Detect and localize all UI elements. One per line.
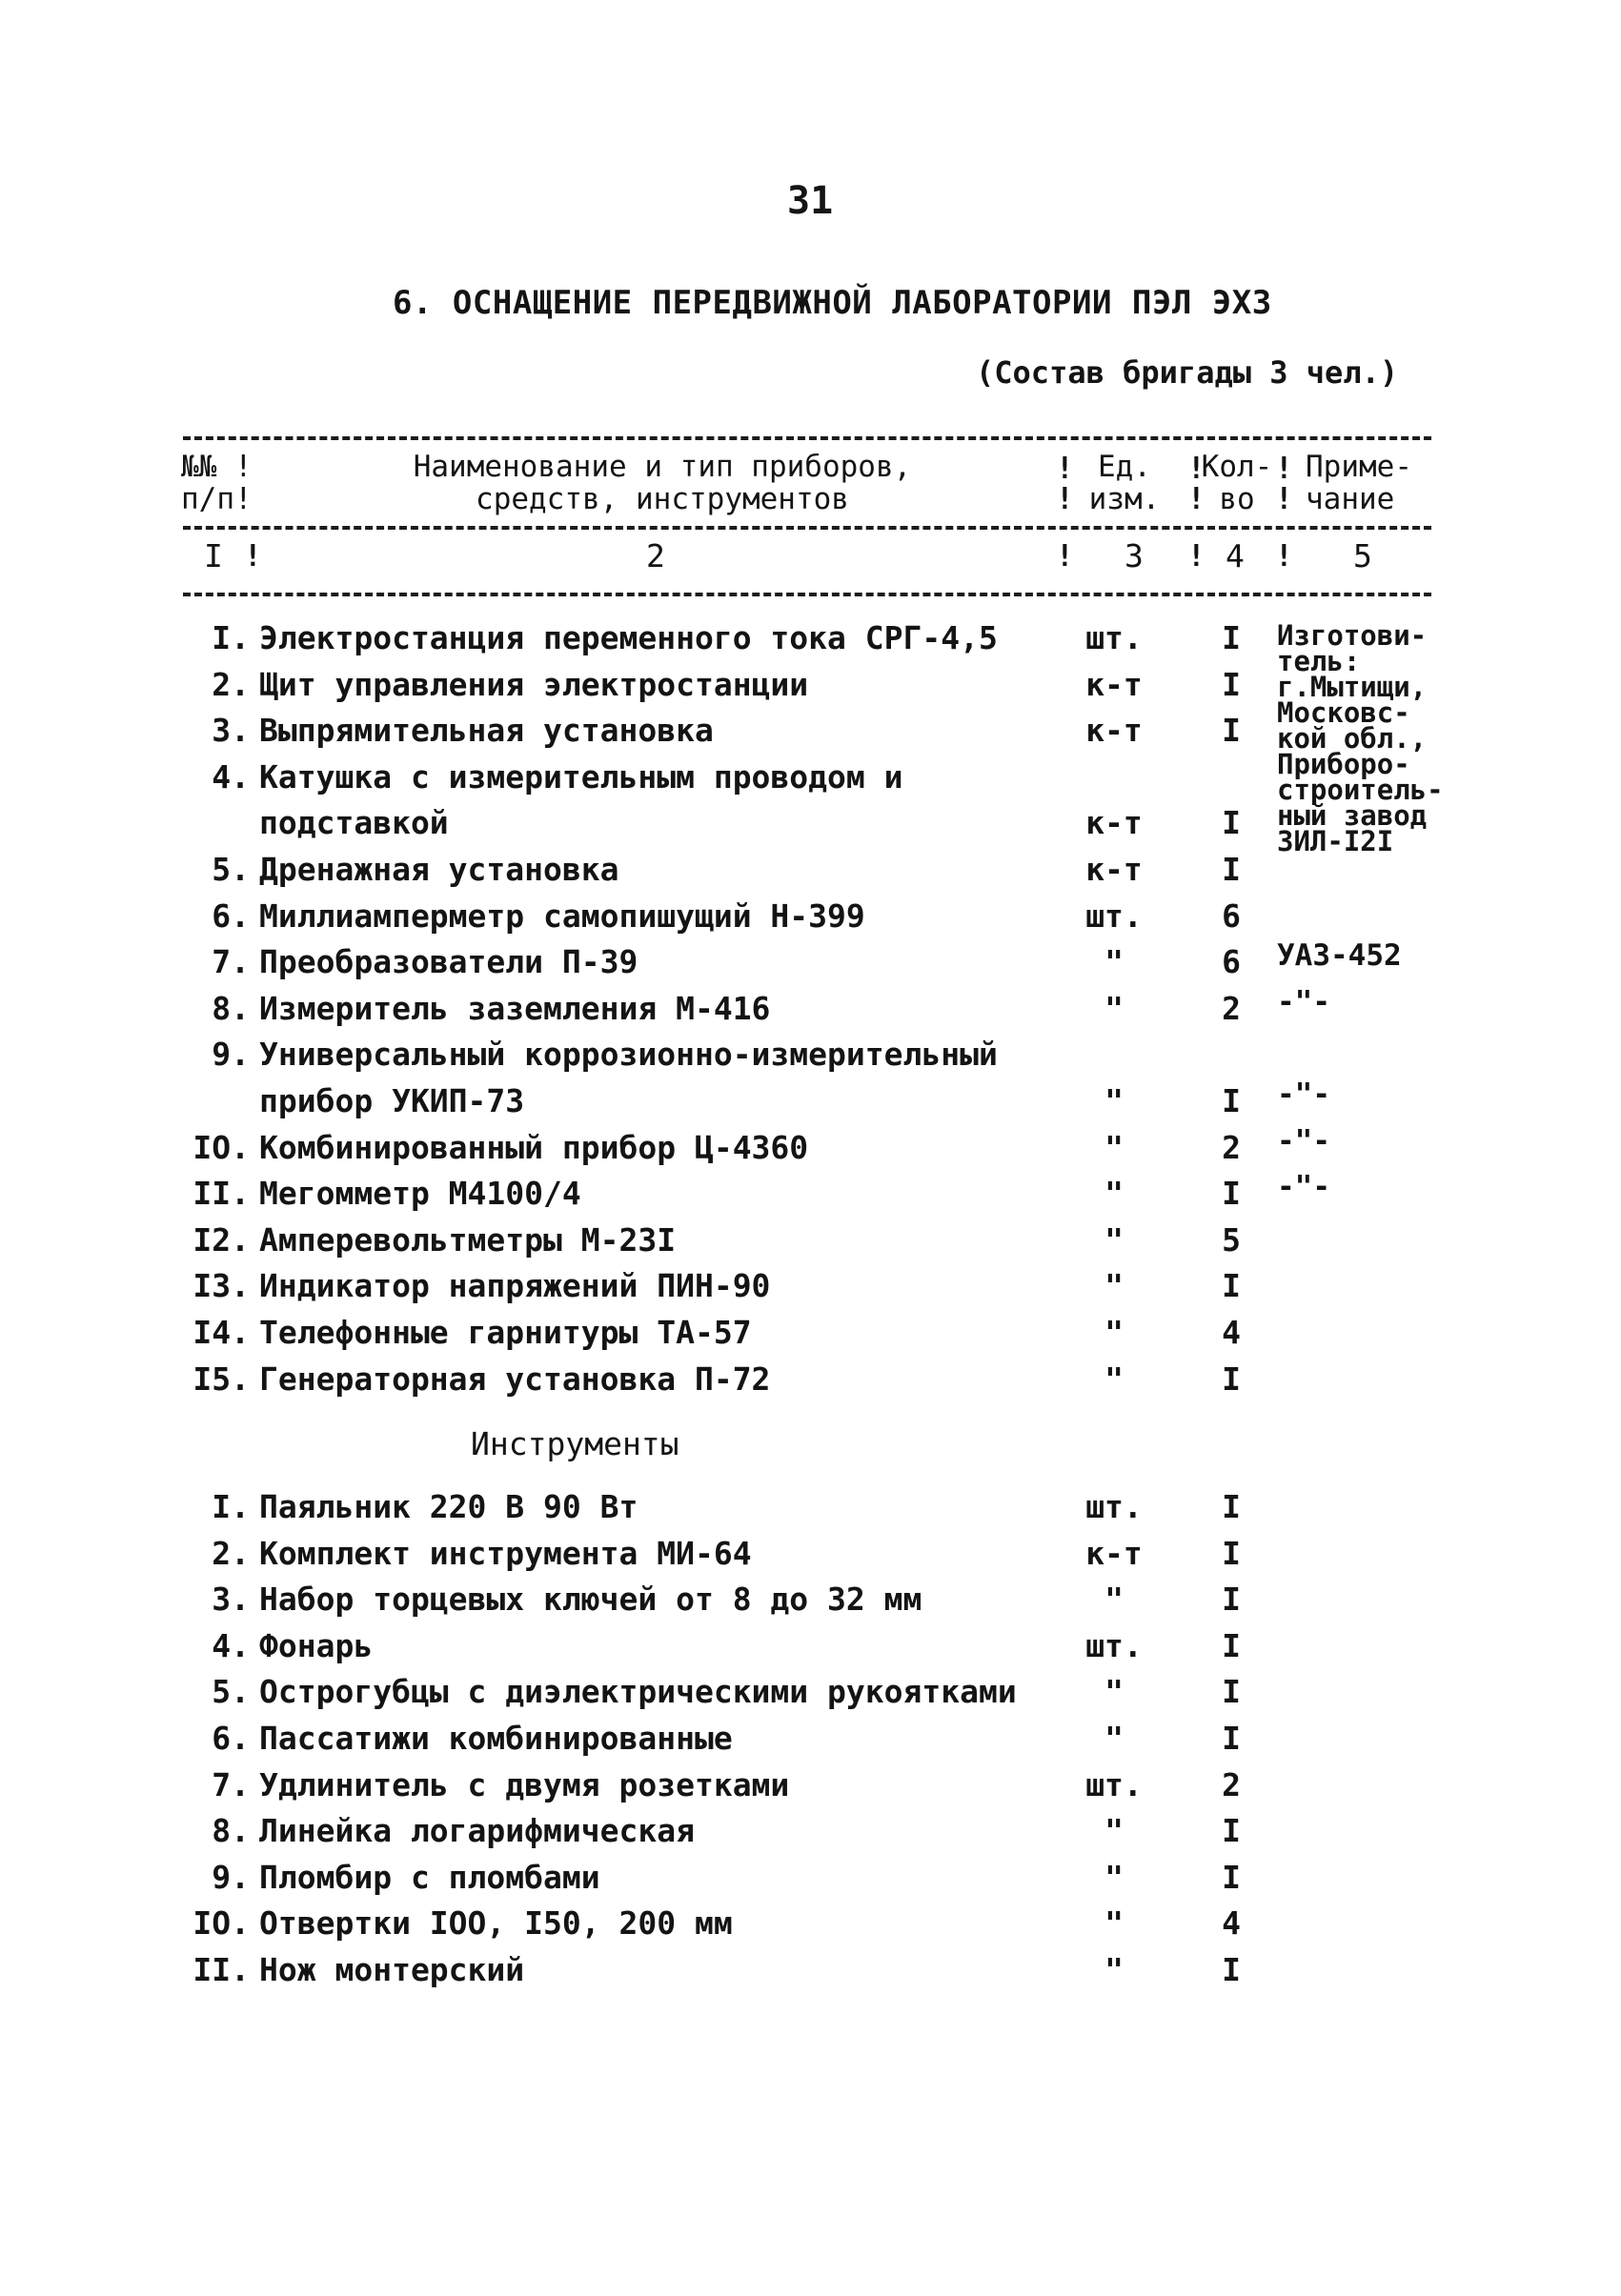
column-number-1: I [204, 537, 223, 574]
row-note: -"- [1277, 1170, 1330, 1205]
table-top-rule [183, 436, 1431, 440]
row-number: 5. [212, 851, 250, 888]
quantity: 2 [1222, 989, 1241, 1027]
item-name: Измеритель заземления М-416 [259, 989, 771, 1027]
item-name: Набор торцевых ключей от 8 до 32 мм [259, 1581, 922, 1619]
header-separator: ! [244, 539, 262, 574]
unit-of-measure: к-т [1085, 1534, 1143, 1572]
tools-section-heading: Инструменты [471, 1425, 679, 1462]
row-number: I3. [192, 1267, 250, 1305]
quantity: I [1222, 1673, 1241, 1711]
quantity: I [1222, 712, 1241, 750]
manufacturer-note: Изготови- тель: г.Мытищи, Московс- кой обл., Приборо- строитель- ный завод ЗИЛ-I2I [1277, 619, 1444, 857]
quantity: I [1222, 1488, 1241, 1525]
quantity: I [1222, 1359, 1241, 1398]
unit-of-measure: шт. [1085, 896, 1143, 935]
item-name: Щит управления электростанции [259, 665, 809, 703]
header-rule [183, 526, 1431, 530]
unit-of-measure: " [1104, 1267, 1124, 1305]
quantity: 2 [1222, 1128, 1241, 1166]
item-name: Амперевольтметры М-23I [259, 1220, 677, 1259]
quantity: 5 [1222, 1220, 1241, 1259]
item-name: Катушка с измерительным проводом и [259, 757, 903, 796]
quantity: I [1222, 1858, 1241, 1896]
item-name: Фонарь [259, 1626, 374, 1664]
row-number: 9. [212, 1036, 250, 1074]
header-unit-line1: Ед. [1098, 450, 1151, 484]
unit-of-measure: шт. [1085, 1626, 1143, 1664]
quantity: 4 [1222, 1314, 1241, 1351]
header-separator: ! [1275, 452, 1293, 486]
unit-of-measure: " [1104, 1359, 1124, 1398]
item-name: Комплект инструмента МИ-64 [259, 1534, 752, 1572]
item-name: Миллиамперметр самопишущий Н-399 [259, 896, 865, 935]
row-note: -"- [1277, 1123, 1330, 1158]
unit-of-measure: " [1104, 1951, 1124, 1988]
header-num-line1: №№ ! [181, 450, 253, 484]
quantity: 4 [1222, 1904, 1241, 1943]
row-number: I5. [192, 1359, 250, 1398]
unit-of-measure: " [1104, 1581, 1124, 1619]
row-number: 2. [212, 1534, 250, 1572]
unit-of-measure: шт. [1085, 1765, 1143, 1803]
header-qty-line1: Кол- [1201, 450, 1273, 484]
header-unit-line2: изм. [1088, 482, 1161, 516]
row-number: 3. [212, 1581, 250, 1619]
header-separator: ! [1187, 539, 1206, 574]
item-name: прибор УКИП-73 [259, 1082, 525, 1119]
column-number-4: 4 [1226, 537, 1245, 574]
item-name: Комбинированный прибор Ц-4360 [259, 1128, 809, 1166]
unit-of-measure: " [1104, 1314, 1124, 1351]
row-number: 9. [212, 1858, 250, 1896]
quantity: I [1222, 851, 1241, 888]
header-num-line2: п/п! [181, 482, 253, 516]
unit-of-measure: " [1104, 1082, 1124, 1119]
unit-of-measure: " [1104, 1220, 1124, 1259]
item-name: подставкой [259, 804, 449, 842]
row-number: 4. [212, 757, 250, 796]
item-name: Электростанция переменного тока СРГ-4,5 [259, 619, 998, 656]
unit-of-measure: " [1104, 1175, 1124, 1213]
quantity: I [1222, 1267, 1241, 1305]
unit-of-measure: шт. [1085, 1488, 1143, 1525]
item-name: Преобразователи П-39 [259, 943, 638, 981]
unit-of-measure: к-т [1085, 851, 1143, 888]
item-name: Выпрямительная установка [259, 712, 714, 750]
item-name: Острогубцы с диэлектрическими рукоятками [259, 1673, 1017, 1711]
item-name: Мегомметр М4100/4 [259, 1175, 581, 1213]
item-name: Нож монтерский [259, 1951, 525, 1988]
header-separator: ! [1275, 539, 1293, 574]
item-name: Дренажная установка [259, 851, 619, 888]
header-name-line1: Наименование и тип приборов, [413, 450, 912, 484]
row-number: 6. [212, 1720, 250, 1757]
quantity: 6 [1222, 943, 1241, 981]
unit-of-measure: к-т [1085, 804, 1143, 842]
row-number: I. [212, 619, 250, 656]
row-number: 5. [212, 1673, 250, 1711]
unit-of-measure: шт. [1085, 619, 1143, 656]
header-separator: ! [1056, 452, 1074, 486]
row-number: 7. [212, 1765, 250, 1803]
quantity: I [1222, 665, 1241, 703]
quantity: I [1222, 1534, 1241, 1572]
quantity: I [1222, 1720, 1241, 1757]
row-number: I2. [192, 1220, 250, 1259]
unit-of-measure: " [1104, 943, 1124, 981]
row-number: II. [192, 1951, 250, 1988]
column-number-5: 5 [1353, 537, 1372, 574]
row-number: I4. [192, 1314, 250, 1351]
row-number: 3. [212, 712, 250, 750]
unit-of-measure: " [1104, 1720, 1124, 1757]
row-number: 4. [212, 1626, 250, 1664]
row-number: 6. [212, 896, 250, 935]
item-name: Пассатижи комбинированные [259, 1720, 733, 1757]
unit-of-measure: к-т [1085, 665, 1143, 703]
quantity: 2 [1222, 1765, 1241, 1803]
quantity: I [1222, 804, 1241, 842]
row-number: 2. [212, 665, 250, 703]
header-qty-line2: во [1219, 482, 1255, 516]
column-number-2: 2 [646, 537, 665, 574]
row-note: УАЗ-452 [1277, 938, 1402, 974]
row-number: IO. [192, 1128, 250, 1166]
row-note: -"- [1277, 984, 1330, 1019]
header-separator: ! [1275, 482, 1293, 516]
header-separator: ! [1187, 482, 1206, 516]
quantity: I [1222, 1082, 1241, 1119]
item-name: Универсальный коррозионно-измерительный [259, 1036, 998, 1074]
unit-of-measure: " [1104, 1858, 1124, 1896]
quantity: I [1222, 1951, 1241, 1988]
item-name: Линейка логарифмическая [259, 1812, 695, 1850]
page-number: 31 [787, 179, 834, 223]
table-body-rule [183, 593, 1431, 596]
item-name: Индикатор напряжений ПИН-90 [259, 1267, 771, 1305]
unit-of-measure: " [1104, 1673, 1124, 1711]
item-name: Пломбир с пломбами [259, 1858, 600, 1896]
row-number: I. [212, 1488, 250, 1525]
item-name: Генераторная установка П-72 [259, 1359, 771, 1398]
header-name-line2: средств, инструментов [476, 482, 849, 516]
row-number: 8. [212, 1812, 250, 1850]
row-number: 8. [212, 989, 250, 1027]
quantity: 6 [1222, 896, 1241, 935]
unit-of-measure: к-т [1085, 712, 1143, 750]
header-note-line2: чание [1306, 482, 1395, 516]
item-name: Удлинитель с двумя розетками [259, 1765, 790, 1803]
unit-of-measure: " [1104, 989, 1124, 1027]
document-subtitle: (Состав бригады 3 чел.) [976, 354, 1399, 391]
row-number: 7. [212, 943, 250, 981]
quantity: I [1222, 1175, 1241, 1213]
header-separator: ! [1056, 539, 1074, 574]
header-separator: ! [1187, 452, 1206, 486]
quantity: I [1222, 1626, 1241, 1664]
item-name: Отвертки IOO, I50, 200 мм [259, 1904, 733, 1943]
quantity: I [1222, 1581, 1241, 1619]
header-note-line1: Приме- [1306, 450, 1412, 484]
item-name: Телефонные гарнитуры ТА-57 [259, 1314, 752, 1351]
document-title: 6. ОСНАЩЕНИЕ ПЕРЕДВИЖНОЙ ЛАБОРАТОРИИ ПЭЛ ЭХЗ [393, 284, 1272, 322]
unit-of-measure: " [1104, 1812, 1124, 1850]
quantity: I [1222, 1812, 1241, 1850]
row-number: IO. [192, 1904, 250, 1943]
quantity: I [1222, 619, 1241, 656]
row-number: II. [192, 1175, 250, 1213]
unit-of-measure: " [1104, 1904, 1124, 1943]
unit-of-measure: " [1104, 1128, 1124, 1166]
column-number-3: 3 [1125, 537, 1144, 574]
header-separator: ! [1056, 482, 1074, 516]
row-note: -"- [1277, 1078, 1330, 1112]
item-name: Паяльник 220 В 90 Вт [259, 1488, 638, 1525]
